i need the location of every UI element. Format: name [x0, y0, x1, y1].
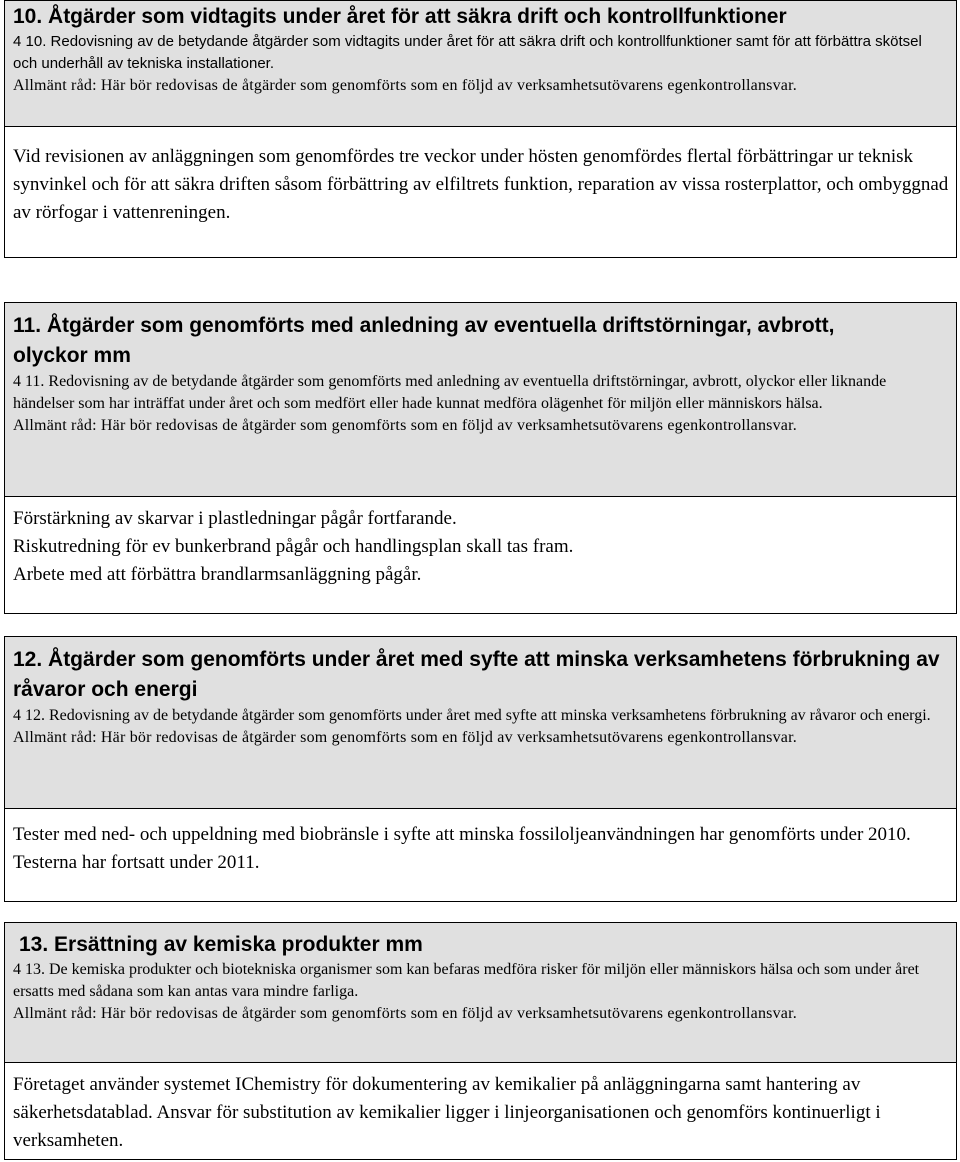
section-10: [4, 0, 957, 258]
section-13-advice: Allmänt råd: Här bör redovisas de åtgärder som genomförts som en följd av verksamhetsutövarens egenkontrollansvar.: [13, 1005, 797, 1022]
section-10-body-text: Vid revisionen av anläggningen som genomfördes tre veckor under hösten genomfördes flertal förbättringar ur teknisk synvinkel och för att säkra driften såsom förbättring av elfiltrets funktion, reparation av vissa rosterplattor, och ombyggnad av rörfogar i vattenreningen.: [13, 146, 949, 223]
section-10-title: 10. Åtgärder som vidtagits under året för att säkra drift och kontrollfunktioner: [13, 5, 787, 28]
section-12-body: [5, 809, 956, 883]
section-13-header: [5, 923, 956, 1063]
section-13: [4, 922, 957, 1160]
section-11: [4, 302, 957, 614]
section-13-body: [5, 1063, 956, 1161]
section-12-advice: Allmänt råd: Här bör redovisas de åtgärder som genomförts som en följd av verksamhetsutövarens egenkontrollansvar.: [13, 729, 797, 746]
section-13-description: 4 13. De kemiska produkter och biotekniska organismer som kan befaras medföra risker för miljön eller människors hälsa och som under året ersatts med sådana som kan antas vara mindre farliga.: [13, 961, 920, 1000]
section-13-title: 13. Ersättning av kemiska produkter mm: [19, 933, 423, 956]
section-12-description: 4 12. Redovisning av de betydande åtgärder som genomförts under året med syfte att minska verksamhetens förbrukning av råvaror och energi.: [13, 707, 931, 724]
section-10-header: [5, 1, 956, 127]
section-11-body-line-2: Riskutredning för ev bunkerbrand pågår och handlingsplan skall tas fram.: [13, 536, 574, 557]
section-13-body-text: Företaget använder systemet IChemistry för dokumentering av kemikalier på anläggningarna samt hantering av säkerhetsdatablad. Ansvar för substitution av kemikalier ligger i linjeorganisationen och genomförs kontinuerligt i verksamheten.: [13, 1074, 881, 1151]
section-10-body: [5, 127, 956, 233]
section-11-advice: Allmänt råd: Här bör redovisas de åtgärder som genomförts som en följd av verksamhetsutövarens egenkontrollansvar.: [13, 417, 797, 434]
section-11-body-line-1: Förstärkning av skarvar i plastledningar pågår fortfarande.: [13, 508, 457, 529]
section-12-title: 12. Åtgärder som genomförts under året med syfte att minska verksamhetens förbrukning av råvaror och energi: [13, 648, 940, 701]
section-11-title: 11. Åtgärder som genomförts med anledning av eventuella driftstörningar, avbrott, olyckor mm: [13, 314, 835, 367]
section-12-body-text: Tester med ned- och uppeldning med biobränsle i syfte att minska fossiloljeanvändningen har genomförts under 2010. Testerna har fortsatt under 2011.: [13, 824, 911, 873]
section-12-header: [5, 637, 956, 809]
section-11-body-line-3: Arbete med att förbättra brandlarmsanläggning pågår.: [13, 564, 422, 585]
section-12: [4, 636, 957, 902]
section-10-advice: Allmänt råd: Här bör redovisas de åtgärder som genomförts som en följd av verksamhetsutövarens egenkontrollansvar.: [13, 77, 797, 94]
section-11-header: [5, 303, 956, 497]
section-10-description: 4 10. Redovisning av de betydande åtgärder som vidtagits under året för att säkra drift och kontrollfunktioner samt för att förbättra skötsel och underhåll av tekniska installationer.: [13, 33, 922, 72]
section-11-body: [5, 497, 956, 595]
section-11-description: 4 11. Redovisning av de betydande åtgärder som genomförts med anledning av eventuella driftstörningar, avbrott, olyckor eller liknande händelser som har inträffat under året och som medfört eller hade kunnat medföra olägenhet för miljön eller människors hälsa.: [13, 373, 887, 412]
